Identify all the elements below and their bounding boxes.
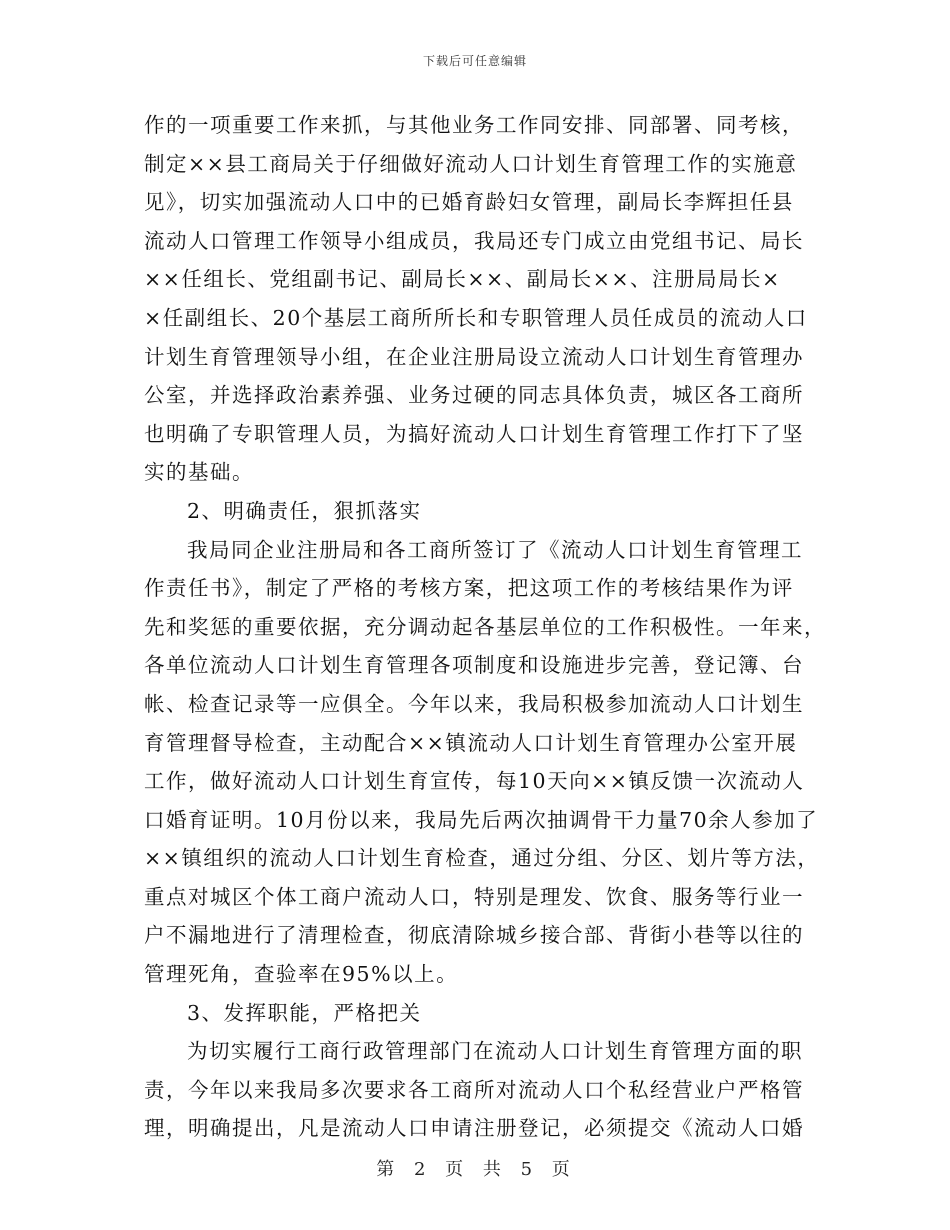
text-line: ××镇组织的流动人口计划生育检查，通过分组、分区、划片等方法， [144,846,820,871]
text-line: 重点对城区个体工商户流动人口，特别是理发、饮食、服务等行业一 [144,884,804,909]
text-line: 见》，切实加强流动人口中的已婚育龄妇女管理，副局长李辉担任县 [144,190,794,215]
text-line: 制定××县工商局关于仔细做好流动人口计划生育管理工作的实施意 [144,151,798,176]
text-line: 作的一项重要工作来抓，与其他业务工作同安排、同部署、同考核， [144,113,804,137]
text-line: 流动人口管理工作领导小组成员，我局还专门成立由党组书记、局长 [144,228,804,253]
text-line: 理，明确提出，凡是流动人口申请注册登记，必须提交《流动人口婚 [144,1116,804,1141]
text-line: 公室，并选择政治素养强、业务过硬的同志具体负责，城区各工商所 [144,383,804,408]
text-line: 我局同企业注册局和各工商所签订了《流动人口计划生育管理工 [187,537,803,562]
text-line: 也明确了专职管理人员，为搞好流动人口计划生育管理工作打下了坚 [144,421,804,446]
text-line: 各单位流动人口计划生育管理各项制度和设施进步完善，登记簿、台 [144,653,804,678]
page-number-footer: 第 2 页 共 5 页 [376,1159,574,1180]
section-heading [144,492,799,531]
text-line: ×任副组长、20个基层工商所所长和专职管理人员任成员的流动人口 [144,305,808,330]
body-paragraph [144,531,826,994]
text-line: 帐、检查记录等一应俱全。今年以来，我局积极参加流动人口计划生 [144,691,804,716]
text-line: 实的基础。 [144,460,254,485]
text-line: 为切实履行工商行政管理部门在流动人口计划生育管理方面的职 [187,1039,803,1064]
text-line: 作责任书》，制定了严格的考核方案，把这项工作的考核结果作为评 [144,576,794,601]
text-line: ××任组长、党组副书记、副局长××、副局长××、注册局局长× [144,267,781,292]
body-paragraph [144,1032,804,1148]
text-line: 户不漏地进行了清理检查，彻底清除城乡接合部、背街小巷等以往的 [144,923,804,948]
section-heading [144,994,799,1033]
text-line: 育管理督导检查，主动配合××镇流动人口计划生育管理办公室开展 [144,730,798,755]
text-line: 责，今年以来我局多次要求各工商所对流动人口个私经营业户严格管 [144,1077,804,1102]
text-line: 工作，做好流动人口计划生育宣传，每10天向××镇反馈一次流动人 [144,769,805,794]
text-line: 口婚育证明。10月份以来，我局先后两次抽调骨干力量70余人参加了 [144,807,819,832]
text-line: 先和奖惩的重要依据，充分调动起各基层单位的工作积极性。一年来， [144,614,826,639]
text-line: 管理死角，查验率在95%以上。 [144,962,459,987]
body-paragraph [144,106,808,492]
text-line: 计划生育管理领导小组，在企业注册局设立流动人口计划生育管理办 [144,344,804,369]
text-line: 2、明确责任，狠抓落实 [187,498,422,523]
header-note: 下载后可任意编辑 [422,54,527,68]
document-body [144,106,826,1148]
text-line: 3、发挥职能，严格把关 [187,1000,422,1025]
